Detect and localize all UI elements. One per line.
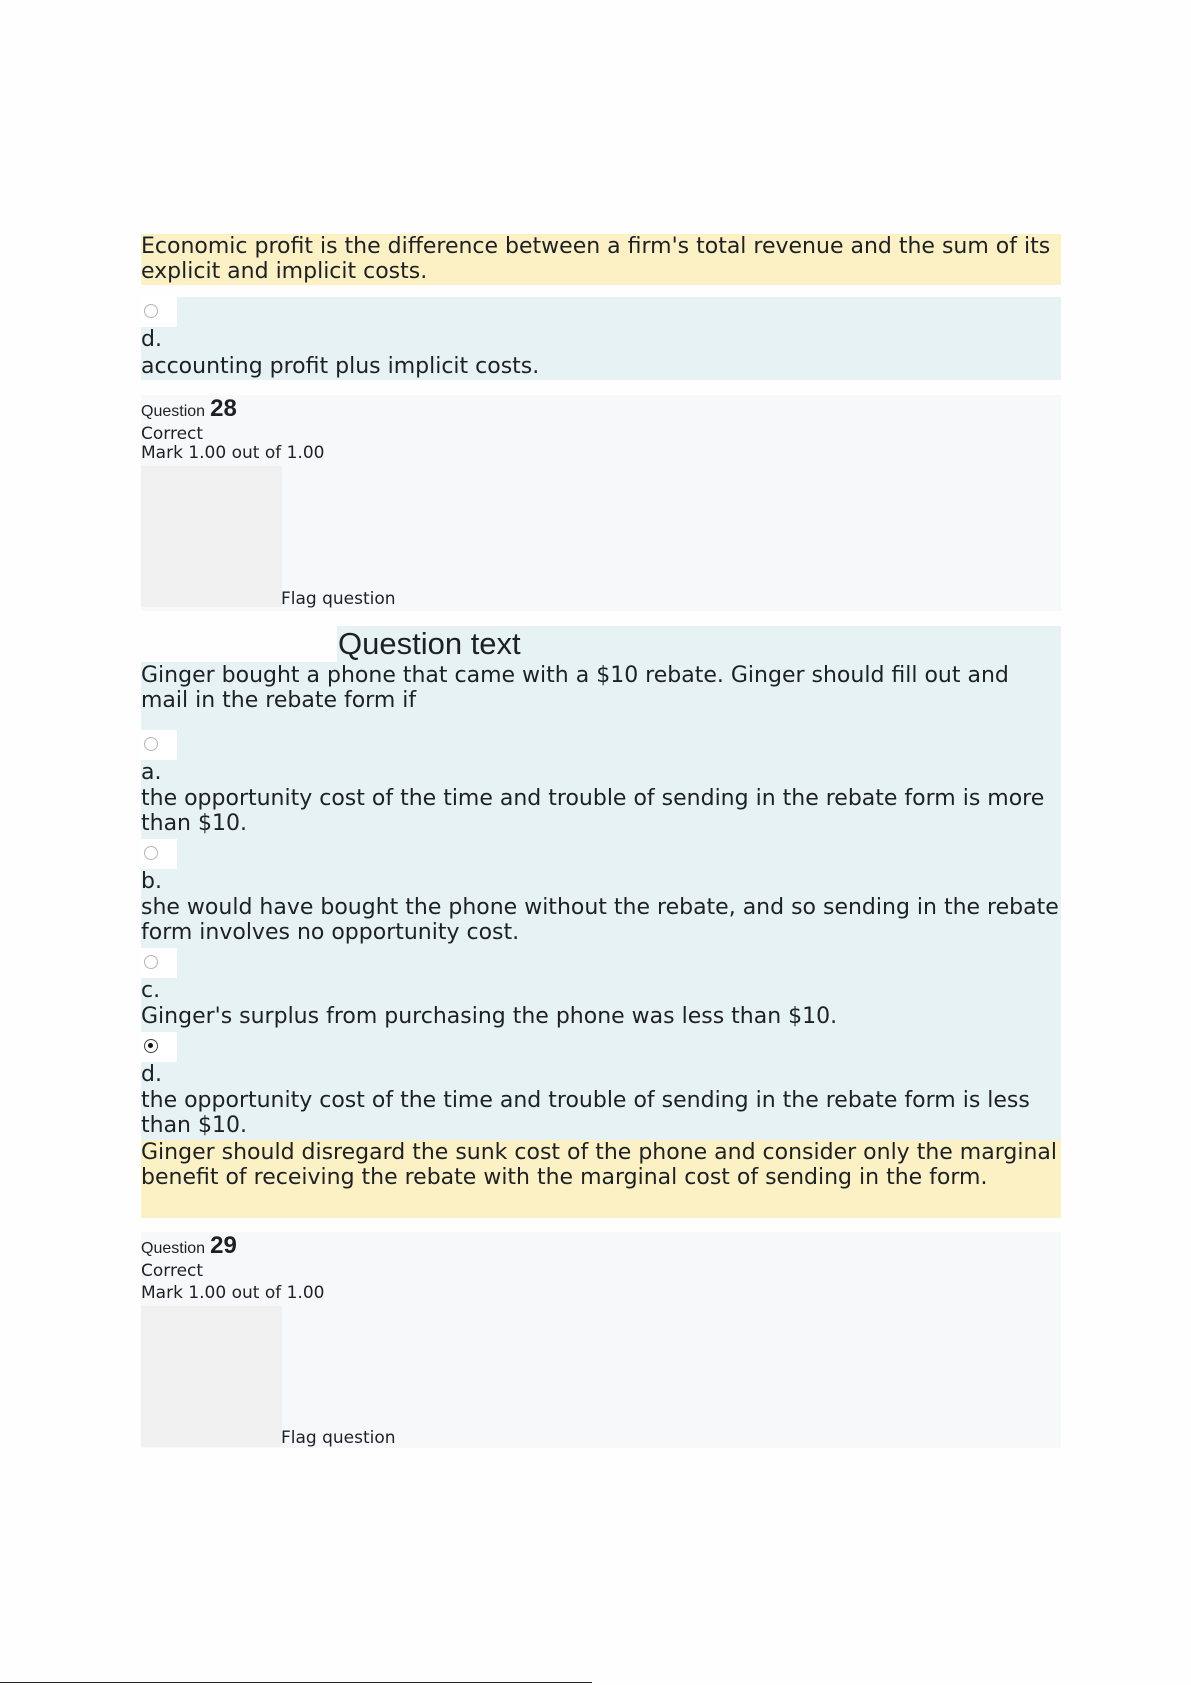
page-divider (0, 1682, 592, 1683)
option-a-radio-box[interactable] (141, 730, 177, 760)
option-c-radio-box[interactable] (141, 948, 177, 978)
option-d-radio-box[interactable] (141, 1032, 177, 1062)
question-state: Correct (141, 1261, 204, 1281)
feedback-block (141, 1140, 1061, 1218)
feedback-text: Economic profit is the difference between a firm's total revenue and the sum of its explicit and implicit costs. (141, 234, 1051, 284)
flag-icon[interactable] (141, 466, 282, 607)
radio-icon[interactable] (144, 737, 158, 751)
option-letter: d. (141, 1062, 162, 1087)
option-text: the opportunity cost of the time and trouble of sending in the rebate form is less than $10. (141, 1088, 1030, 1138)
question-label: Question (141, 1240, 206, 1257)
option-text: the opportunity cost of the time and trouble of sending in the rebate form is more than $10. (141, 786, 1045, 836)
option-text: accounting profit plus implicit costs. (141, 354, 540, 379)
question-content (141, 626, 1061, 1140)
radio-icon[interactable] (144, 955, 158, 969)
question-mark: Mark 1.00 out of 1.00 (141, 1283, 325, 1303)
radio-checked-icon[interactable] (144, 1039, 158, 1053)
question-label: Question (141, 403, 206, 420)
option-letter: d. (141, 327, 162, 352)
option-letter: a. (141, 760, 162, 785)
answer-block (141, 297, 1061, 380)
option-d-radio-box[interactable] (141, 297, 177, 327)
feedback-block (141, 234, 1061, 285)
option-letter: c. (141, 978, 161, 1003)
question-text: Ginger bought a phone that came with a $10 rebate. Ginger should fill out and mail in the rebate form if (141, 663, 1009, 713)
option-text: Ginger's surplus from purchasing the phone was less than $10. (141, 1004, 838, 1029)
flag-question-link[interactable]: Flag question (281, 589, 396, 609)
question-number: 28 (210, 395, 237, 422)
radio-icon[interactable] (144, 846, 158, 860)
option-text: she would have bought the phone without the rebate, and so sending in the rebate form involves no opportunity cost. (141, 895, 1059, 945)
question-mark: Mark 1.00 out of 1.00 (141, 443, 325, 463)
question-info (141, 395, 1061, 611)
question-number: 29 (210, 1232, 237, 1259)
question-state: Correct (141, 424, 204, 444)
option-letter: b. (141, 869, 162, 894)
question-text-heading: Question text (338, 626, 521, 661)
feedback-text: Ginger should disregard the sunk cost of the phone and consider only the marginal benefit of receiving the rebate with the marginal cost of sending in the form. (141, 1140, 1057, 1190)
radio-icon[interactable] (144, 304, 158, 318)
question-info (141, 1232, 1061, 1448)
flag-icon[interactable] (141, 1306, 282, 1447)
option-b-radio-box[interactable] (141, 839, 177, 869)
flag-question-link[interactable]: Flag question (281, 1428, 396, 1448)
